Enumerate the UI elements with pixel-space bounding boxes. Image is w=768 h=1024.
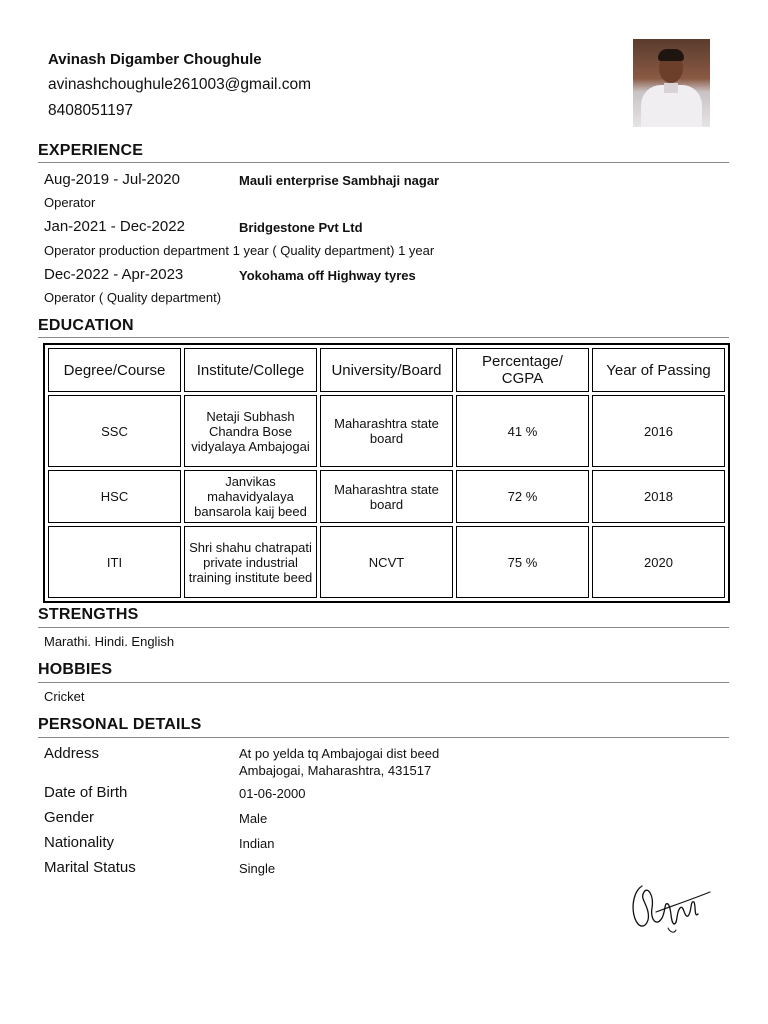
phone-number: 8408051197 [48, 102, 134, 119]
experience-company: Mauli enterprise Sambhaji nagar [239, 173, 440, 188]
email-address: avinashchoughule261003@gmail.com [48, 76, 312, 93]
personal-details-divider [38, 737, 729, 738]
gender-value: Male [239, 811, 268, 826]
address-line-1: At po yelda tq Ambajogai dist beed [239, 746, 440, 761]
education-divider [38, 337, 729, 338]
table-cell: NCVT [320, 526, 453, 598]
dob-value: 01-06-2000 [239, 786, 306, 801]
table-cell: Netaji Subhash Chandra Bose vidyalaya Ambajogai [184, 395, 317, 467]
marital-status-value: Single [239, 861, 276, 876]
experience-role: Operator production department 1 year ( Quality department) 1 year [44, 243, 435, 258]
table-row [48, 526, 725, 598]
education-heading: EDUCATION [38, 317, 134, 334]
education-table [43, 343, 730, 603]
experience-heading: EXPERIENCE [38, 142, 144, 159]
column-header: Degree/Course [48, 348, 181, 392]
table-cell: Maharashtra state board [320, 395, 453, 467]
experience-company: Bridgestone Pvt Ltd [239, 220, 363, 235]
table-cell: Shri shahu chatrapati private industrial training institute beed [184, 526, 317, 598]
experience-dates: Jan-2021 - Dec-2022 [44, 218, 185, 235]
table-cell: 72 % [456, 470, 589, 523]
column-header: Percentage/ CGPA [456, 348, 589, 392]
table-cell: 75 % [456, 526, 589, 598]
table-cell: 41 % [456, 395, 589, 467]
table-row [48, 395, 725, 467]
hobbies-divider [38, 682, 729, 683]
address-line-2: Ambajogai, Maharashtra, 431517 [239, 763, 432, 778]
nationality-label: Nationality [44, 834, 115, 851]
experience-dates: Dec-2022 - Apr-2023 [44, 266, 184, 283]
table-cell: 2016 [592, 395, 725, 467]
hobbies-heading: HOBBIES [38, 661, 113, 678]
gender-label: Gender [44, 809, 95, 826]
dob-label: Date of Birth [44, 784, 128, 801]
personal-details-heading: PERSONAL DETAILS [38, 716, 202, 733]
marital-status-label: Marital Status [44, 859, 136, 876]
table-cell: HSC [48, 470, 181, 523]
candidate-name: Avinash Digamber Choughule [48, 51, 262, 68]
table-cell: SSC [48, 395, 181, 467]
nationality-value: Indian [239, 836, 275, 851]
table-cell: ITI [48, 526, 181, 598]
profile-photo [633, 39, 710, 127]
table-row [48, 470, 725, 523]
strengths-heading: STRENGTHS [38, 606, 139, 623]
address-label: Address [44, 745, 100, 762]
hobbies-text: Cricket [44, 689, 85, 704]
experience-dates: Aug-2019 - Jul-2020 [44, 171, 180, 188]
signature-image [628, 878, 714, 938]
strengths-text: Marathi. Hindi. English [44, 634, 175, 649]
table-cell: Janvikas mahavidyalaya bansarola kaij beed [184, 470, 317, 523]
column-header: University/Board [320, 348, 453, 392]
experience-role: Operator [44, 195, 96, 210]
table-cell: 2020 [592, 526, 725, 598]
table-cell: 2018 [592, 470, 725, 523]
experience-company: Yokohama off Highway tyres [239, 268, 416, 283]
column-header: Year of Passing [592, 348, 725, 392]
table-header-row [48, 348, 725, 392]
experience-role: Operator ( Quality department) [44, 290, 222, 305]
column-header: Institute/College [184, 348, 317, 392]
table-cell: Maharashtra state board [320, 470, 453, 523]
experience-divider [38, 162, 729, 163]
strengths-divider [38, 627, 729, 628]
